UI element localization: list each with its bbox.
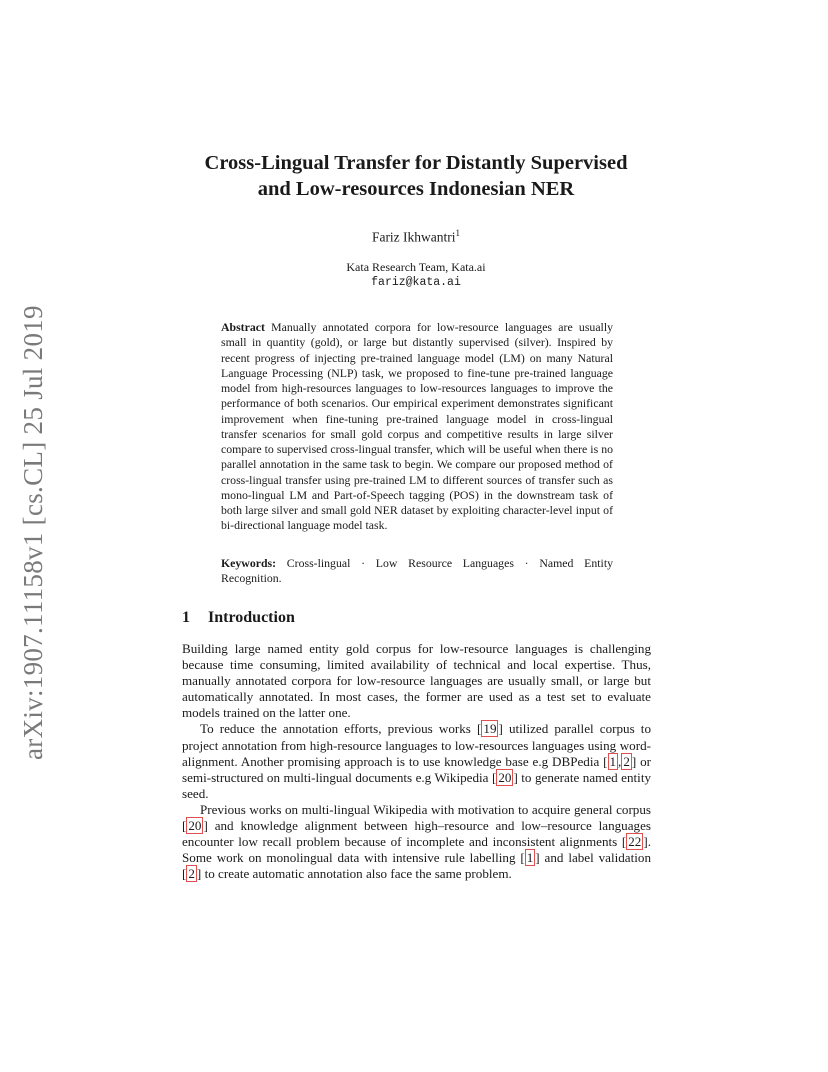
- paragraph-text: and knowledge alignment between high–resource and low–resource languages encounter low recall problem because of incomplete and inconsistent alignments: [182, 818, 651, 850]
- affiliation-block: [150, 260, 682, 290]
- abstract-text: Manually annotated corpora for low-resource languages are usually small in quantity (gold), or large but distantly supervised (silver). Inspired by recent progress of injecting pre-trained language model (LM) on many Natural Language Processing (NLP) task, we proposed to fine-tune pre-trained language model from high-resources languages to low-resources languages to improve the performance of both scenarios. Our empirical experiment demonstrates significant improvement when fine-tuning pre-trained language model in cross-lingual transfer scenarios for small gold corpus and competitive results in large silver compare to supervised cross-lingual transfer, which will be useful when there is no parallel annotation in the same task to begin. We compare our proposed method of cross-lingual transfer using pre-trained LM to different sources of transfer such as mono-lingual LM and Part-of-Speech tagging (POS) in the downstream task of both large silver and small gold NER dataset by exploiting character-level input of bi-directional language model task.: [221, 320, 614, 533]
- keywords-text: Cross-lingual · Low Resource Languages · Named Entity Recognition.: [221, 556, 613, 586]
- affiliation: Kata Research Team, Kata.ai: [346, 260, 486, 274]
- paragraph-text: To reduce the annotation efforts, previous works: [200, 721, 478, 737]
- citation-separator: ,: [618, 753, 622, 769]
- abstract-label: Abstract: [221, 320, 265, 334]
- keywords: [221, 556, 613, 587]
- paper-title: [150, 150, 682, 202]
- paragraph-3: Previous works on multi-lingual Wikipedia with motivation to acquire general corpus [ 20 ] and knowledge alignment between high–resource and low–resource languages encounter low recall problem because of incomplete and inconsistent alignments [ 22 ]. Some work on monolingual data with intensive rule labelling [ 1 ] and label validation [ 2 ] to create automatic annotation also face the same problem.: [182, 801, 651, 882]
- paper-title-line2: and Low-resources Indonesian NER: [257, 178, 575, 200]
- section-heading-introduction: [182, 609, 295, 627]
- citation-link[interactable]: 2: [623, 753, 630, 769]
- arxiv-identifier-stamp: arXiv:1907.11158v1 [cs.CL] 25 Jul 2019: [18, 305, 48, 760]
- author-name: Fariz Ikhwantri: [371, 229, 456, 245]
- author-line: [150, 228, 682, 246]
- paragraph-text: utilized parallel corpus to project annotation from high-resource languages to low-resources languages using word-alignment. Another promising approach is to use knowledge base e.g DBPedia: [182, 721, 651, 769]
- citation-link[interactable]: 2: [188, 866, 195, 882]
- paper-title-line1: Cross-Lingual Transfer for Distantly Supervised: [204, 152, 628, 174]
- author-superscript: 1: [455, 228, 461, 238]
- paragraph-text: to create automatic annotation also face the same problem.: [201, 866, 512, 882]
- section-title: Introduction: [208, 609, 295, 626]
- citation-link[interactable]: 1: [609, 753, 617, 769]
- author-email: fariz@kata.ai: [371, 276, 461, 289]
- paragraph-text: Previous works on multi-lingual Wikipedia with motivation to acquire general corpus: [200, 801, 651, 817]
- paragraph-1: Building large named entity gold corpus for low-resource languages is challenging because time consuming, limited availability of technical and local expertise. Thus, manually annotated corpora for low-resource languages are usually small, or large but automatically annotated. In most cases, the former are used as a test set to evaluate models trained on the latter one.: [182, 641, 651, 721]
- paragraph-text: . Some work on monolingual data with intensive rule labelling: [182, 834, 651, 866]
- paragraph-text: and label validation: [539, 850, 651, 866]
- citation-link[interactable]: 20: [498, 769, 512, 785]
- citation-link[interactable]: 1: [526, 850, 534, 866]
- paragraph-text: to generate named entity seed.: [182, 769, 652, 801]
- citation-link[interactable]: 19: [483, 721, 497, 737]
- section-number: 1: [182, 609, 190, 626]
- paragraph-2: To reduce the annotation efforts, previous works [ 19 ] utilized parallel corpus to project annotation from high-resource languages to low-resources languages using word-alignment. Another promising approach is to use knowledge base e.g DBPedia [ 1 , 2 ] or semi-structured on multi-lingual documents e.g Wikipedia [ 20 ] to generate named entity seed.: [182, 721, 652, 801]
- citation-link[interactable]: 20: [188, 818, 202, 834]
- abstract: [221, 320, 613, 534]
- paragraph-text: or semi-structured on multi-lingual documents e.g Wikipedia: [182, 753, 651, 785]
- citation-link[interactable]: 22: [628, 834, 642, 850]
- keywords-label: Keywords:: [221, 556, 277, 570]
- introduction-body: [182, 641, 651, 882]
